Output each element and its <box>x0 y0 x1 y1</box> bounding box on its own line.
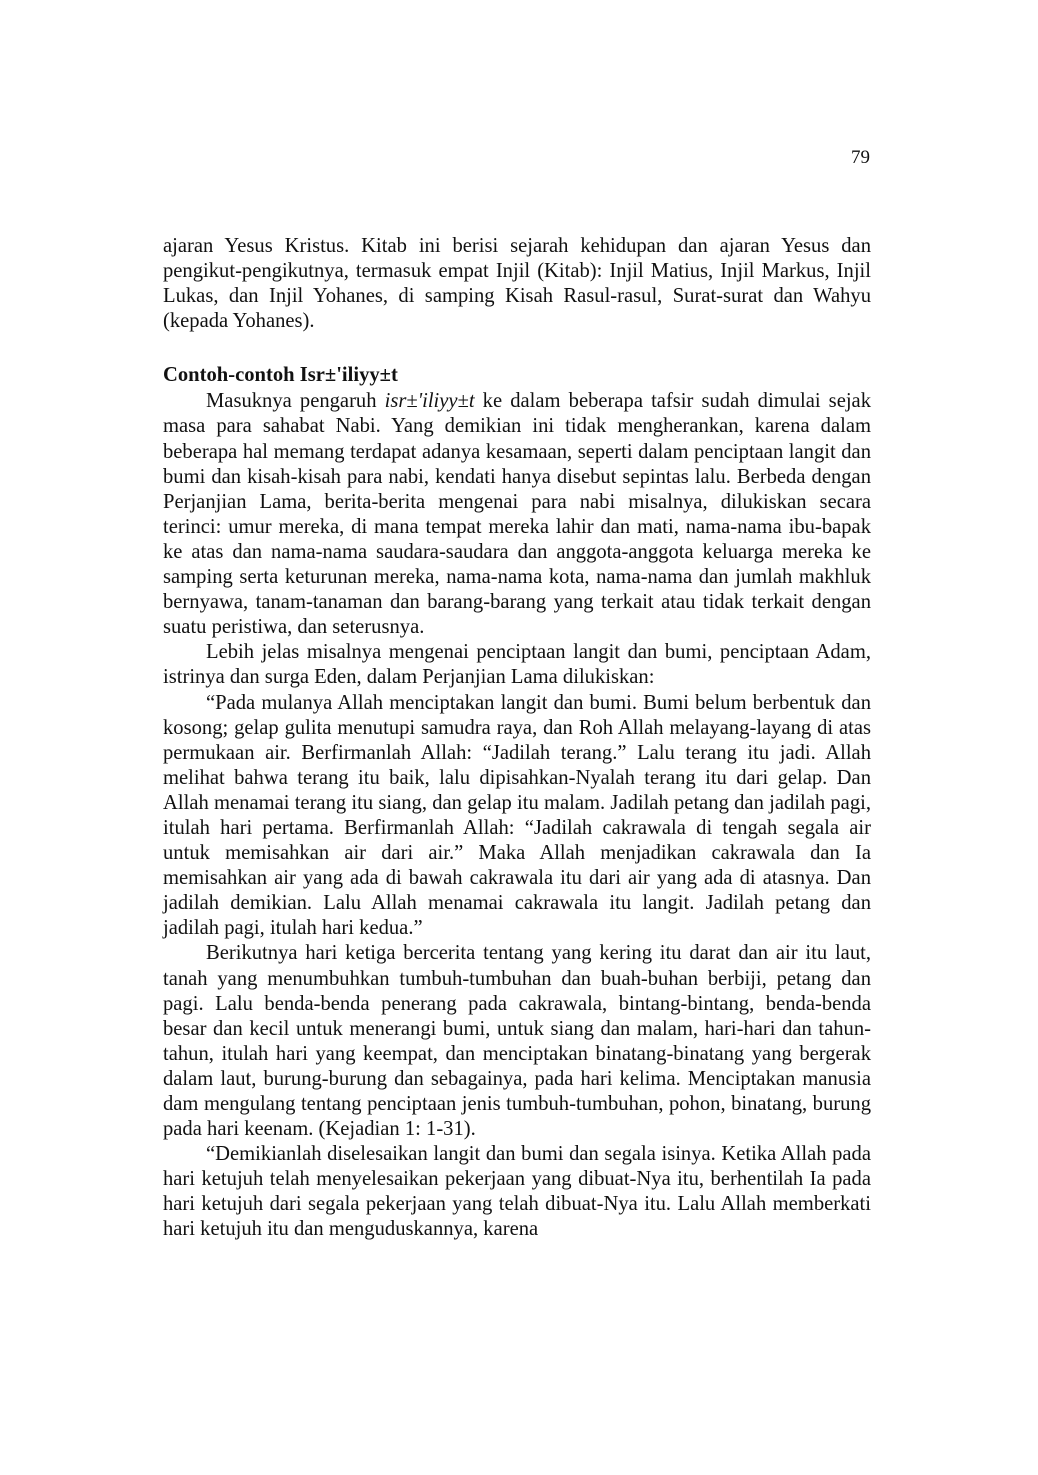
page-number: 79 <box>851 147 870 168</box>
italic-term: isr±'iliyy±t <box>384 390 475 413</box>
paragraph-2-lead: Masuknya pengaruh <box>206 390 385 413</box>
paragraph-1: ajaran Yesus Kristus. Kitab ini berisi sejarah kehidupan dan ajaran Yesus dan pengikut-pengikutnya, termasuk empat Injil (Kitab): Injil Matius, Injil Markus, Injil Lukas, dan Injil Yohanes, di samping Kisah Rasul-rasul, Surat-surat dan Wahyu (kepada Yohanes). <box>163 235 871 333</box>
quote-paragraph-1: “Pada mulanya Allah menciptakan langit dan bumi. Bumi belum berbentuk dan kosong; gelap gulita menutupi samudra raya, dan Roh Allah melayang-layang di atas permukaan air. Berfirmanlah Allah: “Jadilah terang.” Lalu terang itu jadi. Allah melihat bahwa terang itu baik, lalu dipisahkan-Nyalah terang itu dari gelap. Dan Allah menamai terang itu siang, dan gelap itu malam. Jadilah petang dan jadilah pagi, itulah hari pertama. Berfirmanlah Allah: “Jadilah cakrawala di tengah segala air untuk memisahkan air dari air.” Maka Allah menjadikan cakrawala dan Ia memisahkan air yang ada di bawah cakrawala itu dari air yang ada di atasnya. Dan jadilah demikian. Lalu Allah menamai cakrawala itu langit. Jadilah petang dan jadilah pagi, itulah hari kedua.” <box>163 691 871 940</box>
section-heading: Contoh-contoh Isr±'iliyy±t <box>163 364 398 387</box>
paragraph-5: Berikutnya hari ketiga bercerita tentang yang kering itu darat dan air itu laut, tanah yang menumbuhkan tumbuh-tumbuhan dan buah-buhan berbiji, petang dan pagi. Lalu benda-benda penerang pada cakrawala, bintang-bintang, benda-benda besar dan kecil untuk menerangi bumi, untuk siang dan malam, hari-hari dan tahun-tahun, itulah hari yang keempat, dan menciptakan binatang-binatang yang bergerak dalam laut, burung-burung dan sebagainya, pada hari kelima. Menciptakan manusia dam mengulang tentang penciptaan jenis tumbuh-tumbuhan, pohon, binatang, burung pada hari keenam. (Kejadian 1: 1-31). <box>163 942 871 1141</box>
body-text <box>163 234 871 1243</box>
quote-paragraph-2: “Demikianlah diselesaikan langit dan bumi dan segala isinya. Ketika Allah pada hari ketujuh telah menyelesaikan pekerjaan yang dibuat-Nya itu, berhentilah Ia pada hari ketujuh dari segala pekerjaan yang telah dibuat-Nya itu. Lalu Allah memberkati hari ketujuh itu dan menguduskannya, karena <box>163 1143 871 1241</box>
paragraph-2-rest: ke dalam beberapa tafsir sudah dimulai sejak masa para sahabat Nabi. Yang demikian ini tidak mengherankan, karena dalam beberapa hal memang terdapat adanya kesamaan, seperti dalam penciptaan langit dan bumi dan kisah-kisah para nabi, kendati hanya disebut sepintas lalu. Berbeda dengan Perjanjian Lama, berita-berita mengenai para nabi misalnya, dilukiskan secara terinci: umur mereka, di mana tempat mereka lahir dan mati, nama-nama ibu-bapak ke atas dan nama-nama saudara-saudara dan anggota-anggota keluarga mereka ke samping serta keturunan mereka, nama-nama kota, nama-nama dan jumlah makhluk bernyawa, tanam-tanaman dan barang-barang yang terkait atau tidak terkait dengan suatu peristiwa, dan seterusnya. <box>163 390 871 639</box>
paragraph-2 <box>163 389 871 640</box>
paragraph-3: Lebih jelas misalnya mengenai penciptaan langit dan bumi, penciptaan Adam, istrinya dan surga Eden, dalam Perjanjian Lama dilukiskan: <box>163 641 871 689</box>
